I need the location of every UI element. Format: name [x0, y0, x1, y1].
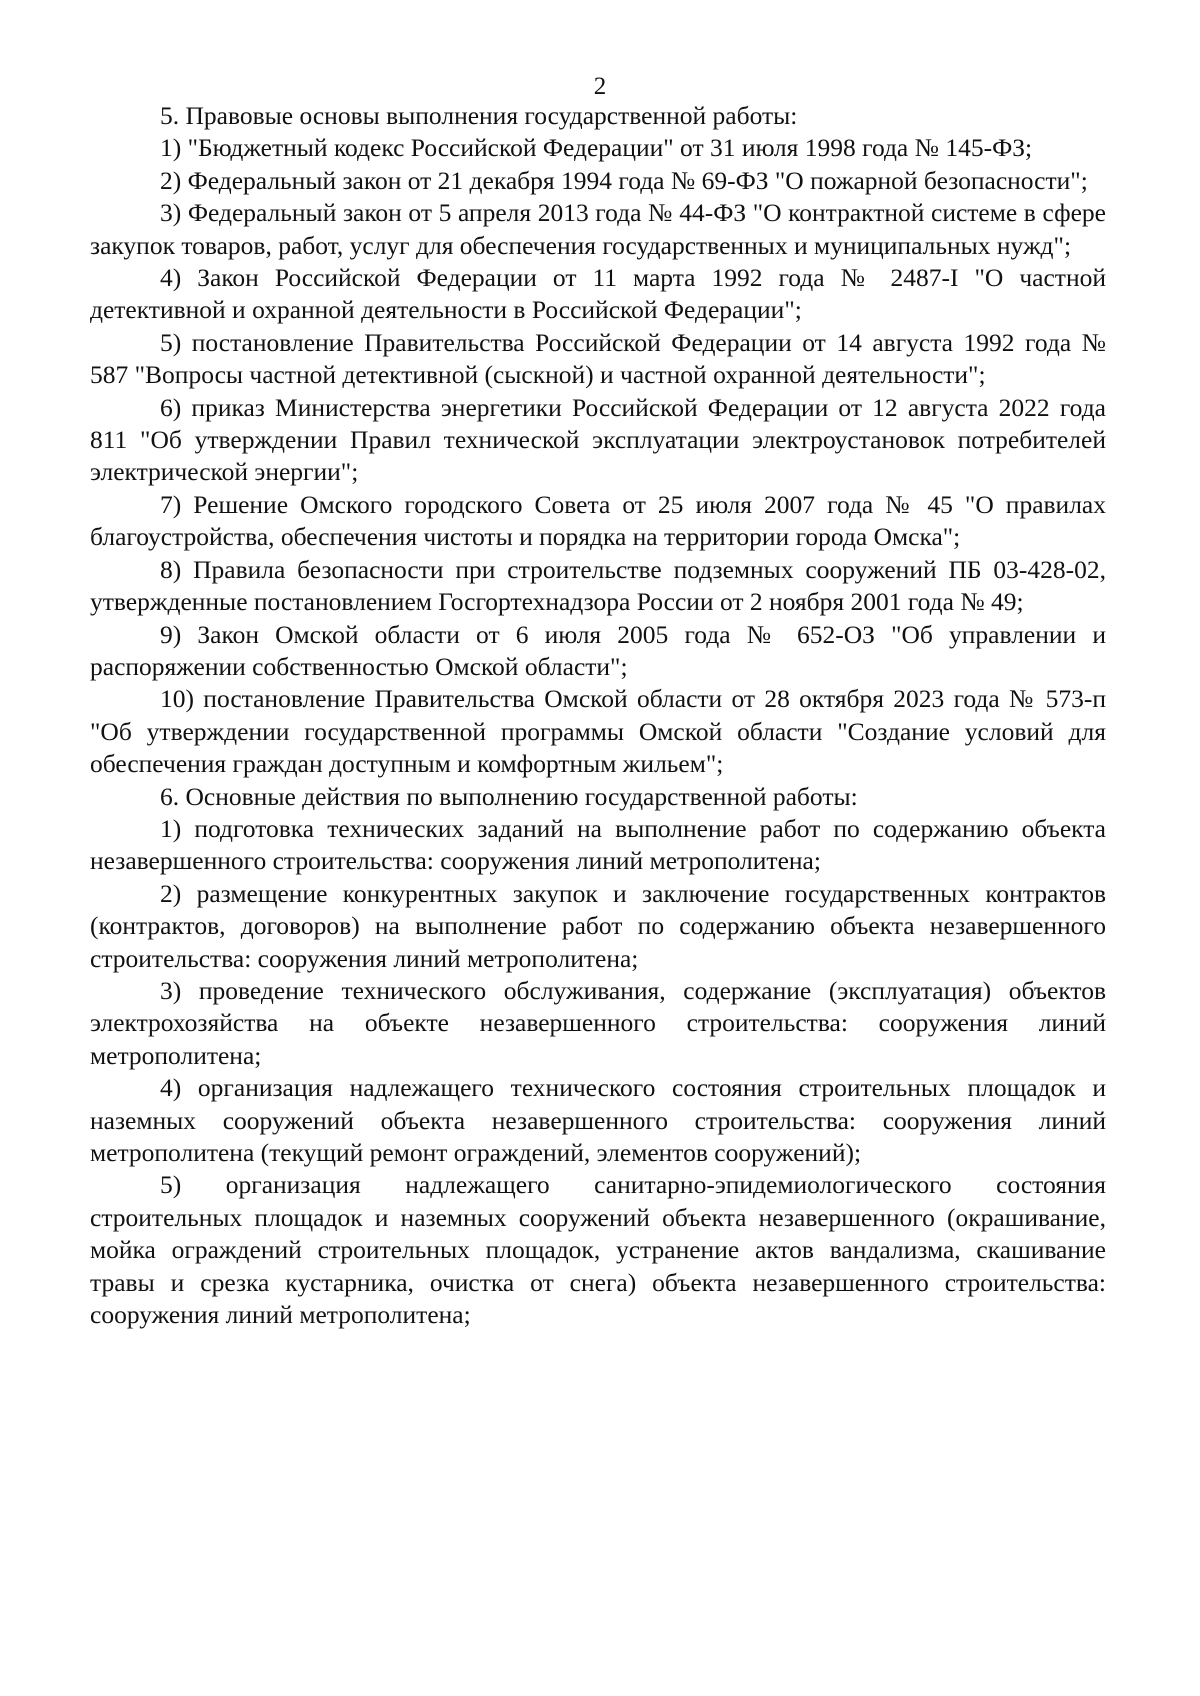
action-item-4: 4) организация надлежащего технического состояния строительных площадок и наземных сооружений объекта незавершенного строительства: сооружения линий метрополитена (текущий ремонт ограждений, элементов сооружений);	[90, 1073, 1106, 1167]
legal-basis-item-9: 9) Закон Омской области от 6 июля 2005 года № 652-ОЗ "Об управлении и распоряжении собственностью Омской области";	[90, 619, 1106, 681]
document-body	[90, 100, 1106, 1331]
legal-basis-item-1: 1) "Бюджетный кодекс Российской Федерации" от 31 июля 1998 года № 145-ФЗ;	[160, 133, 1033, 163]
legal-basis-item-10: 10) постановление Правительства Омской области от 28 октября 2023 года № 573-п "Об утверждении государственной программы Омской области "Создание условий для обеспечения граждан доступным и комфортным жильем";	[90, 684, 1106, 779]
legal-basis-item-7: 7) Решение Омского городского Совета от 25 июля 2007 года № 45 "О правилах благоустройства, обеспечения чистоты и порядка на территории города Омска";	[90, 489, 1106, 552]
section-heading-legal-basis: 5. Правовые основы выполнения государственной работы:	[160, 101, 798, 130]
legal-basis-item-4: 4) Закон Российской Федерации от 11 марта 1992 года № 2487-I "О частной детективной и охранной деятельности в Российской Федерации";	[90, 263, 1106, 325]
legal-basis-item-5: 5) постановление Правительства Российской Федерации от 14 августа 1992 года № 587 "Вопросы частной детективной (сыскной) и частной охранной деятельности";	[90, 327, 1106, 390]
page-number: 2	[593, 73, 607, 100]
legal-basis-item-3: 3) Федеральный закон от 5 апреля 2013 года № 44-ФЗ "О контрактной системе в сфере закупок товаров, работ, услуг для обеспечения государственных и муниципальных нужд";	[90, 198, 1106, 260]
section-heading-main-actions: 6. Основные действия по выполнению государственной работы:	[160, 781, 858, 811]
action-item-3: 3) проведение технического обслуживания, содержание (эксплуатация) объектов электрохозяйства на объекте незавершенного строительства: сооружения линий метрополитена;	[90, 975, 1106, 1070]
legal-basis-item-8: 8) Правила безопасности при строительстве подземных сооружений ПБ 03-428-02, утвержденные постановлением Госгортехнадзора России от 2 ноября 2001 года № 49;	[90, 554, 1106, 617]
legal-basis-item-2: 2) Федеральный закон от 21 декабря 1994 года № 69-ФЗ "О пожарной безопасности";	[160, 165, 1088, 195]
action-item-1: 1) подготовка технических заданий на выполнение работ по содержанию объекта незавершенного строительства: сооружения линий метрополитена;	[90, 813, 1106, 876]
action-item-2: 2) размещение конкурентных закупок и заключение государственных контрактов (контрактов, договоров) на выполнение работ по содержанию объекта незавершенного строительства: сооружения линий метрополитена;	[90, 878, 1106, 973]
legal-basis-item-6: 6) приказ Министерства энергетики Российской Федерации от 12 августа 2022 года 811 "Об утверждении Правил технической эксплуатации электроустановок потребителей электрической энергии";	[90, 392, 1106, 487]
action-item-5: 5) организация надлежащего санитарно-эпидемиологического состояния строительных площадок и наземных сооружений объекта незавершенного (окрашивание, мойка ограждений строительных площадок, устранение актов вандализма, скашивание травы и срезка кустарника, очистка от снега) объекта незавершенного строительства: сооружения линий метрополитена;	[90, 1170, 1106, 1330]
